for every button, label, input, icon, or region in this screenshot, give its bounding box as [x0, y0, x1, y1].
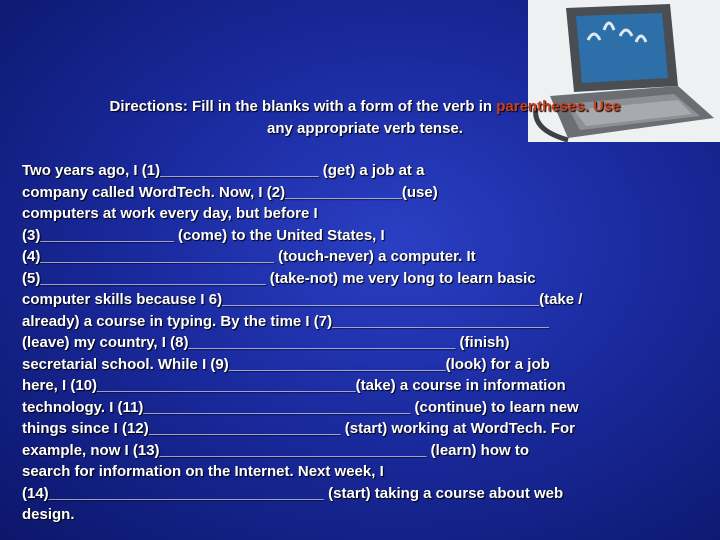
exercise-line: things since I (12)_______________________ (start) working at WordTech. For	[22, 420, 576, 437]
directions-highlight: parentheses. Use	[496, 98, 621, 115]
exercise-line: search for information on the Internet. Next week, I	[22, 463, 384, 480]
exercise-line: technology. I (11)________________________________ (continue) to learn new	[22, 398, 579, 416]
exercise-line: (14)_________________________________ (start) taking a course about web	[22, 484, 564, 502]
exercise-line: (4)____________________________ (touch-never) a computer. It	[22, 248, 476, 265]
exercise-line: Two years ago, I (1)___________________ (get) a job at a	[22, 162, 425, 179]
exercise-line: secretarial school. While I (9)__________________________(look) for a job	[22, 355, 550, 373]
exercise-line: (5)___________________________ (take-not) me very long to learn basic	[22, 269, 536, 287]
exercise-line: design.	[22, 506, 75, 523]
directions	[40, 96, 690, 140]
exercise-line: example, now I (13)________________________________ (learn) how to	[22, 441, 529, 459]
exercise-line: computers at work every day, but before I	[22, 205, 318, 222]
exercise-line: here, I (10)_______________________________(take) a course in information	[22, 377, 566, 394]
exercise-line: company called WordTech. Now, I (2)______________(use)	[22, 183, 438, 201]
exercise-line: computer skills because I 6)______________________________________(take /	[22, 291, 583, 308]
directions-line2: any appropriate verb tense.	[267, 120, 463, 137]
exercise-paragraph	[22, 160, 702, 526]
exercise-line: (3)________________ (come) to the United States, I	[22, 226, 385, 244]
directions-text: Directions: Fill in the blanks with a form of the verb in	[109, 98, 497, 115]
exercise-line: already) a course in typing. By the time I (7)__________________________	[22, 312, 549, 330]
exercise-line: (leave) my country, I (8)________________________________ (finish)	[22, 334, 510, 351]
